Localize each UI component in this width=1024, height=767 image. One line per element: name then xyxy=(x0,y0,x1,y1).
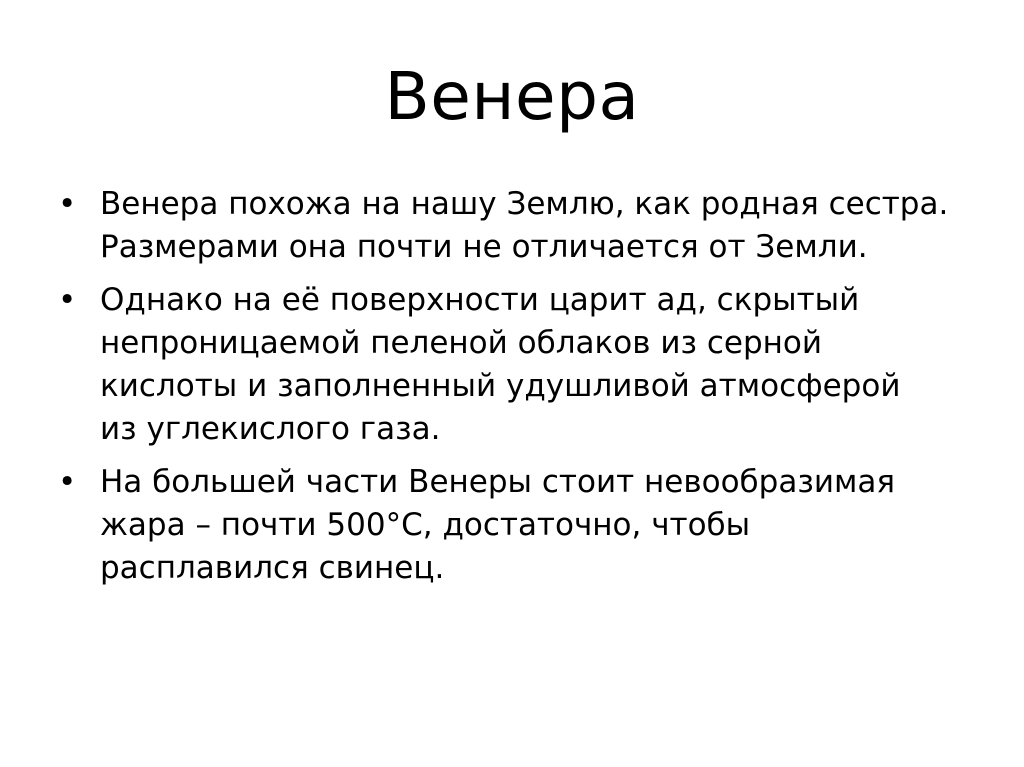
bullet-text-line: На большей части Венеры стоит невообразимая xyxy=(100,464,895,500)
bullet-text-line: кислоты и заполненный удушливой атмосферой xyxy=(100,368,901,404)
bullet-text-line: непроницаемой пеленой облаков из серной xyxy=(100,325,823,361)
bullet-text-line: из углекислого газа. xyxy=(100,411,441,447)
slide-title: Венера xyxy=(384,58,640,135)
bullet-item xyxy=(58,279,968,451)
bullet-item xyxy=(58,461,968,590)
bullet-text-line: Однако на её поверхности царит ад, скрытый xyxy=(100,282,860,318)
bullet-list xyxy=(58,183,968,600)
bullet-text-line: Венера похожа на нашу Землю, как родная сестра. xyxy=(100,186,949,222)
bullet-text-line: жара – почти 500°С, достаточно, чтобы xyxy=(100,507,751,543)
bullet-dot-icon: • xyxy=(58,464,77,500)
bullet-text-line: Размерами она почти не отличается от Земли. xyxy=(100,229,868,265)
bullet-item xyxy=(58,183,968,269)
bullet-dot-icon: • xyxy=(58,282,77,318)
bullet-text-line: расплавился свинец. xyxy=(100,550,445,586)
bullet-dot-icon: • xyxy=(58,186,77,222)
